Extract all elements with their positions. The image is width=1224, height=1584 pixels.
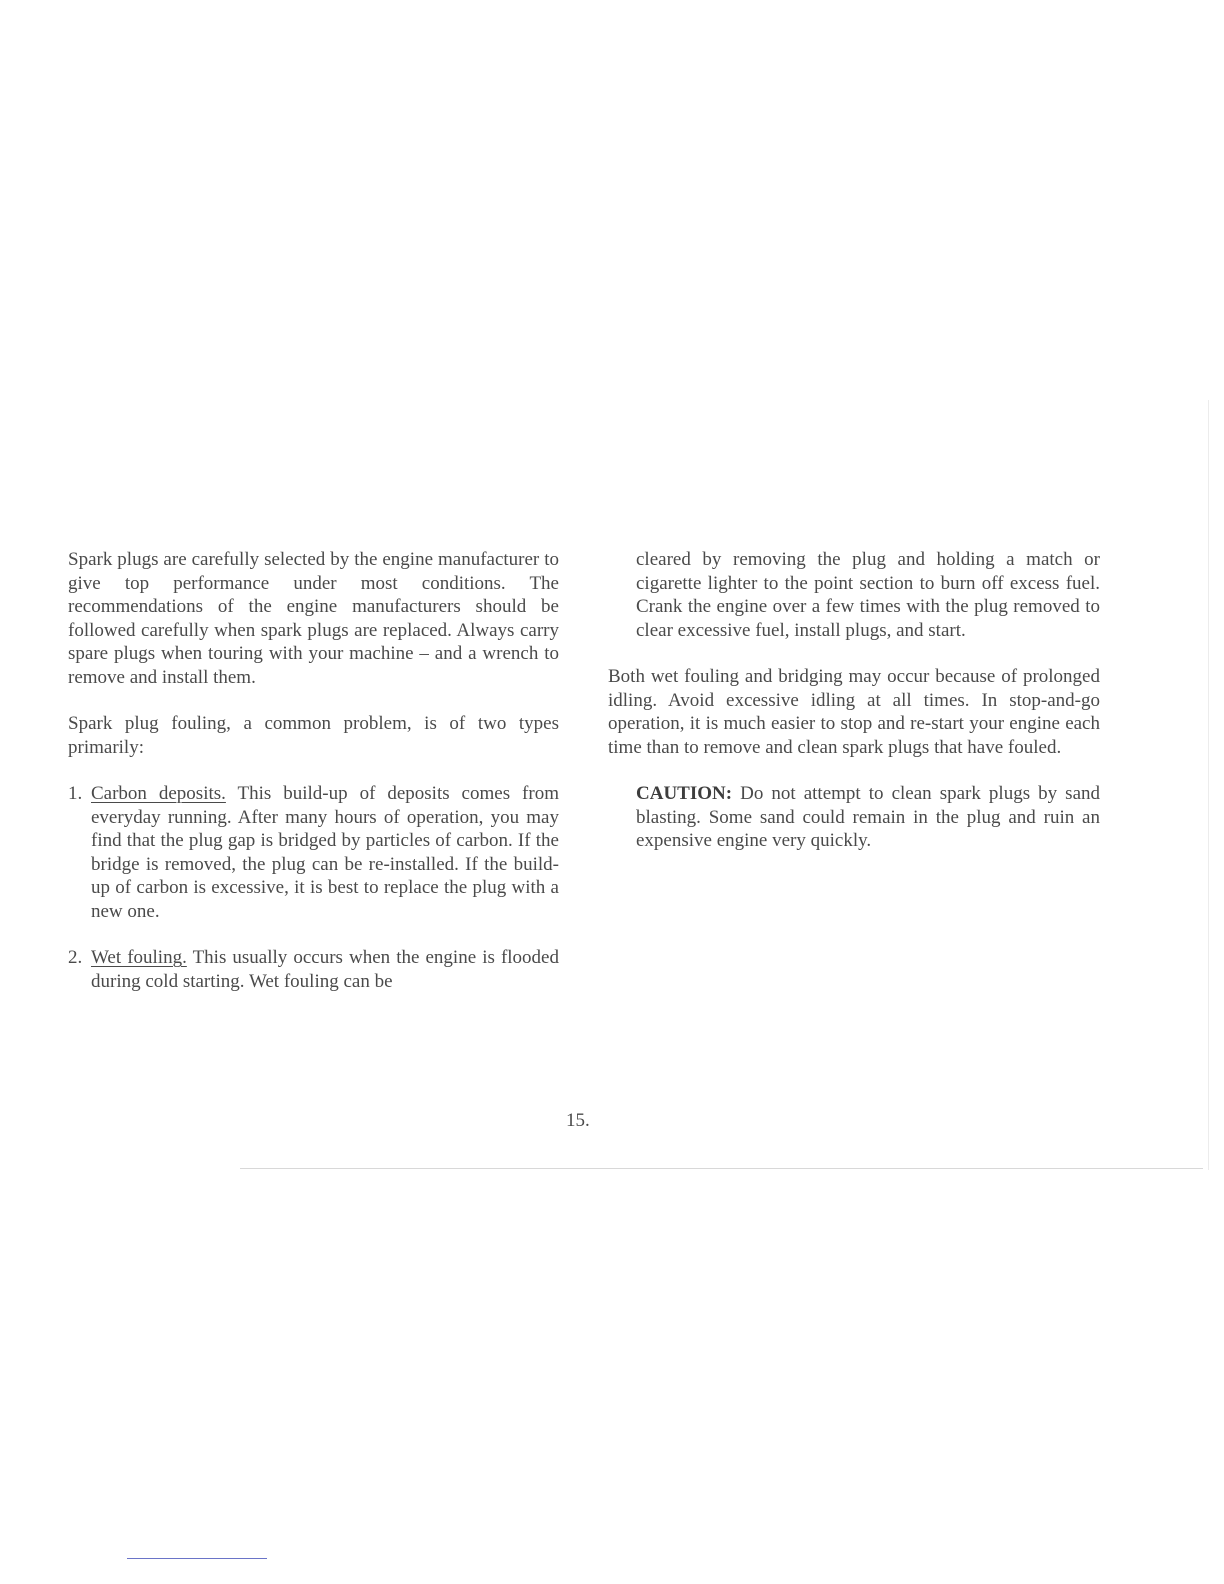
caution-note: [608, 782, 1100, 853]
scan-edge-line: [1208, 400, 1209, 1170]
left-column: [68, 548, 559, 993]
list-item-text: This usually occurs when the engine is flooded during cold starting. Wet fouling can be: [91, 947, 559, 992]
caution-text: Do not attempt to clean spark plugs by sand blasting. Some sand could remain in the plug and ruin an expensive engine very quickly.: [636, 783, 1101, 851]
list-item-text: This build-up of deposits comes from everyday running. After many hours of operation, you may find that the plug gap is bridged by particles of carbon. If the bridge is removed, the plug can be re-installed. If the build-up of carbon is excessive, it is best to replace the plug with a new one.: [91, 783, 559, 922]
bottom-divider: [240, 1168, 1203, 1169]
list-number: 2.: [68, 947, 83, 968]
blue-rule: [127, 1558, 267, 1559]
list-item-title: Carbon deposits.: [91, 783, 226, 804]
continuation-paragraph: cleared by removing the plug and holding a match or cigarette lighter to the point section to burn off excess fuel. Crank the engine over a few times with the plug removed to clear excessive fuel, install plugs, and start.: [636, 549, 1100, 641]
right-column: [608, 548, 1100, 853]
list-item-wet-fouling: [68, 946, 559, 993]
caution-label: CAUTION:: [636, 783, 733, 804]
list-item-carbon-deposits: [68, 782, 559, 923]
list-number: 1.: [68, 783, 83, 804]
intro-paragraph: Spark plugs are carefully selected by the engine manufacturer to give top performance under most conditions. The recommendations of the engine manufacturers should be followed carefully when spark plugs are replaced. Always carry spare plugs when touring with your machine – and a wrench to remove and install them.: [68, 549, 559, 688]
list-item-title: Wet fouling.: [91, 947, 187, 968]
fouling-paragraph: Spark plug fouling, a common problem, is of two types primarily:: [68, 713, 559, 758]
idling-paragraph: Both wet fouling and bridging may occur because of prolonged idling. Avoid excessive idling at all times. In stop-and-go operation, it is much easier to stop and re-start your engine each time than to remove and clean spark plugs that have fouled.: [608, 666, 1100, 758]
page-number: 15.: [566, 1110, 590, 1131]
